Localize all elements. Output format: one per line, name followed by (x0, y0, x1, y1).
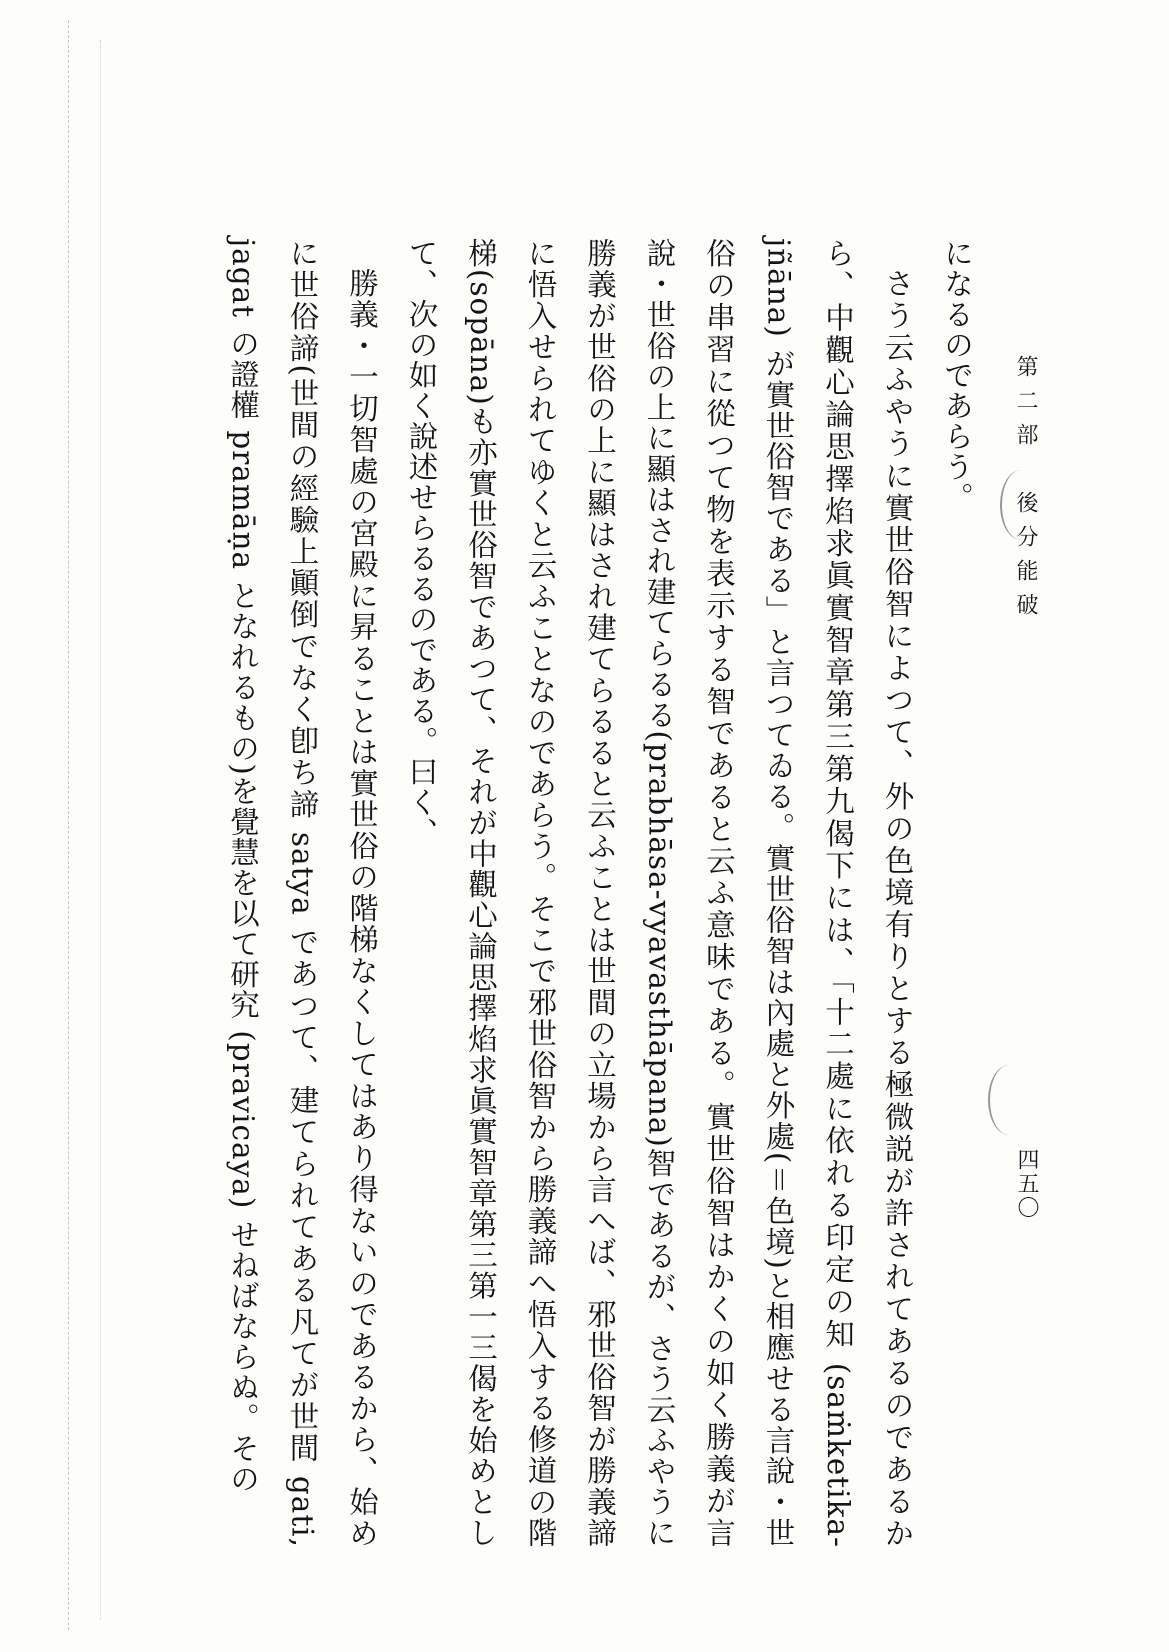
pencil-mark-page-number (988, 1065, 1030, 1135)
paragraph-1: になるのであらう。 (940, 238, 974, 513)
paragraph-2: さう云ふやうに實世俗智によつて、外の色境有りとする極微説が許されてあるのであるから、中觀心論思擇焰求眞實智章第三第九偈下には、「十二處に依れる印定の知 (saṁketika-jñāna) が實世俗智である」と言つてゐる。實世俗智は內處と外處(＝色境)と相應せる言說・世俗の串習に從つて物を表示する智であると云ふ意味である。實世俗智はかくの如く勝義が言說・世俗の上に顯はされ建てらるる(prabhāsa-vyavasthāpana)智であるが、さう云ふやうに勝義が世俗の上に顯はされ建てらるると云ふことは世間の立場から言へば、邪世俗智が勝義諦に悟入せられてゆくと云ふことなのであらう。そこで邪世俗智から勝義諦へ悟入する修道の階梯(sopāna)も亦實世俗智であつて、それが中觀心論思擇焰求眞實智章第三第一三偈を始めとして、次の如く說述せらるるのである。曰く、 (404, 238, 915, 1548)
binding-edge-line (100, 40, 102, 1620)
pencil-mark-header (1000, 470, 1042, 540)
binding-edge-shadow (68, 20, 119, 1630)
running-header-title: 第二部 後分能破 (1013, 355, 1038, 627)
paragraph-3: 勝義・一切智處の宮殿に昇ることは實世俗の階梯なくしてはあり得ないのであるから、始めに世俗諦(世間の經驗上顚倒でなく卽ち諦 satya であつて、建てられてある凡てが世間 gati, jagat の證權 pramāṇa となれるもの)を覺慧を以て研究 (pravicaya) せねばならぬ。その (226, 238, 379, 1548)
body-text (226, 238, 986, 1548)
page-number: 四五〇 (1014, 1148, 1039, 1220)
